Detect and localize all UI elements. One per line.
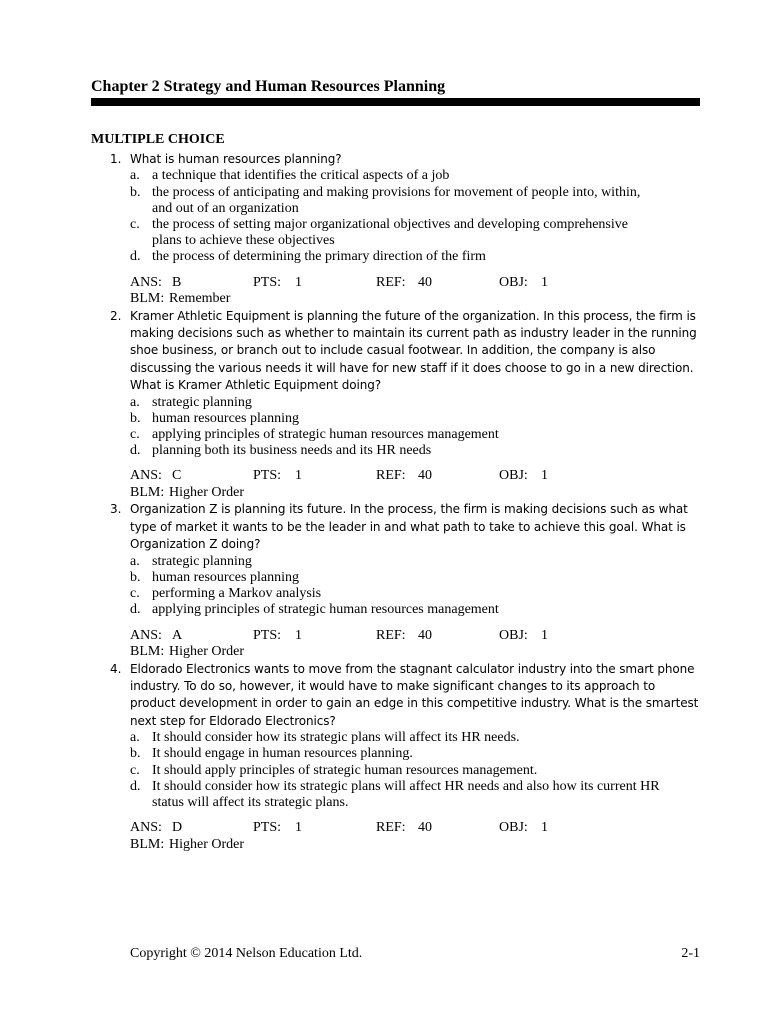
pts-value: 1 (295, 627, 302, 643)
pts-field (253, 820, 376, 837)
ans-label: ANS: (130, 274, 162, 290)
answer-option (130, 746, 701, 762)
obj-label: OBJ: (499, 468, 528, 484)
option-text: strategic planning (152, 553, 252, 569)
question-item (91, 661, 701, 854)
blm-value: Remember (169, 291, 231, 307)
obj-value: 1 (541, 468, 548, 484)
ref-label: REF: (376, 627, 406, 643)
option-text: human resources planning (152, 410, 299, 426)
question-number: 3. (110, 502, 122, 517)
option-text: It should consider how its strategic plans will affect its HR needs. (152, 730, 520, 746)
blm-row (130, 837, 701, 854)
option-text: applying principles of strategic human resources management (152, 602, 499, 618)
ref-field (376, 275, 499, 292)
answer-options (130, 168, 701, 265)
ans-label: ANS: (130, 627, 162, 643)
answer-option (130, 217, 701, 249)
pts-label: PTS: (253, 627, 282, 643)
option-letter: a. (130, 168, 140, 184)
answer-options (130, 730, 701, 811)
answer-options (130, 554, 701, 619)
answer-option (130, 554, 701, 570)
answer-key-row (130, 820, 701, 837)
blm-value: Higher Order (169, 644, 245, 659)
ref-value: 40 (418, 274, 432, 290)
question-text: What is human resources planning? (130, 152, 342, 166)
answer-option (130, 185, 701, 217)
answer-option (130, 570, 701, 586)
ref-label: REF: (376, 820, 406, 836)
blm-row (130, 291, 701, 308)
option-letter: d. (130, 443, 141, 459)
option-text: the process of anticipating and making provisions for movement of people into, within, and out of an organization (152, 184, 641, 216)
ans-value: D (172, 820, 183, 836)
ans-field (130, 275, 253, 292)
ans-field (130, 628, 253, 645)
option-letter: c. (130, 427, 140, 443)
blm-label: BLM: (130, 291, 165, 307)
pts-value: 1 (295, 468, 302, 484)
blm-label: BLM: (130, 644, 165, 659)
ans-value: C (172, 468, 182, 484)
pts-field (253, 468, 376, 485)
question-stem (91, 308, 701, 395)
ref-field (376, 628, 499, 645)
option-text: performing a Markov analysis (152, 586, 322, 602)
blm-row (130, 485, 701, 502)
obj-value: 1 (541, 274, 548, 290)
obj-field (499, 820, 622, 837)
option-letter: b. (130, 410, 141, 426)
answer-option (130, 411, 701, 427)
answer-key-row (130, 275, 701, 292)
ref-value: 40 (418, 820, 432, 836)
option-text: It should engage in human resources planning. (152, 746, 413, 762)
question-text: Eldorado Electronics wants to move from the stagnant calculator industry into the smart phone industry. To do so, however, it would have to make significant changes to its approach to product development in order to gain an edge in this competitive industry. What is the smartest next step for Eldorado Electronics? (130, 661, 699, 728)
ref-value: 40 (418, 627, 432, 643)
option-letter: a. (130, 394, 140, 410)
option-text: planning both its business needs and its HR needs (152, 443, 432, 459)
option-letter: c. (130, 217, 140, 233)
obj-label: OBJ: (499, 820, 528, 836)
question-text: Kramer Athletic Equipment is planning the future of the organization. In this process, the firm is making decisions such as whether to maintain its current path as industry leader in the running shoe business, or branch out to include casual footwear. In addition, the company is also discussing the various needs it will have for new staff if it does choose to go in a new direction. What is Kramer Athletic Equipment doing? (130, 308, 697, 393)
pts-label: PTS: (253, 820, 282, 836)
pts-value: 1 (295, 820, 302, 836)
option-letter: b. (130, 746, 141, 762)
question-item (91, 151, 701, 308)
option-text: human resources planning (152, 569, 299, 585)
answer-option (130, 427, 701, 443)
option-letter: a. (130, 553, 140, 569)
copyright-footer: Copyright © 2014 Nelson Education Ltd. (130, 946, 363, 961)
option-text: a technique that identifies the critical aspects of a job (152, 168, 450, 184)
option-letter: a. (130, 730, 140, 746)
blm-value: Higher Order (169, 836, 245, 852)
pts-label: PTS: (253, 274, 282, 290)
obj-label: OBJ: (499, 627, 528, 643)
option-letter: c. (130, 586, 140, 602)
question-text: Organization Z is planning its future. In the process, the firm is making decisions such as what type of market it wants to be the leader in and what path to take to achieve this goal. What is Organization Z doing? (130, 502, 688, 552)
question-item (91, 501, 701, 660)
answer-key-row (130, 628, 701, 645)
question-stem (91, 661, 701, 731)
option-letter: b. (130, 184, 141, 200)
blm-value: Higher Order (169, 484, 245, 500)
answer-key-row (130, 468, 701, 485)
option-text: It should consider how its strategic plans will affect HR needs and also how its current HR status will affect its strategic plans. (152, 778, 660, 810)
obj-field (499, 628, 622, 645)
ref-label: REF: (376, 468, 406, 484)
ans-field (130, 820, 253, 837)
obj-value: 1 (541, 627, 548, 643)
pts-field (253, 275, 376, 292)
section-heading: MULTIPLE CHOICE (91, 132, 225, 147)
ans-label: ANS: (130, 820, 162, 836)
option-letter: b. (130, 569, 141, 585)
answer-option (130, 763, 701, 779)
answer-option (130, 779, 701, 811)
pts-value: 1 (295, 274, 302, 290)
blm-row (130, 644, 701, 661)
question-list (91, 151, 701, 853)
answer-option (130, 586, 701, 602)
answer-option (130, 443, 701, 459)
option-letter: d. (130, 602, 141, 618)
obj-label: OBJ: (499, 274, 528, 290)
answer-option (130, 395, 701, 411)
answer-options (130, 395, 701, 460)
blm-label: BLM: (130, 836, 165, 852)
chapter-title: Chapter 2 Strategy and Human Resources Planning (91, 78, 446, 95)
option-letter: d. (130, 778, 141, 794)
question-number: 1. (110, 152, 122, 166)
answer-option (130, 249, 701, 265)
answer-option (130, 602, 701, 618)
ans-value: B (172, 274, 182, 290)
question-stem (91, 501, 701, 553)
pts-field (253, 628, 376, 645)
option-letter: c. (130, 762, 140, 778)
ans-label: ANS: (130, 468, 162, 484)
option-letter: d. (130, 249, 141, 265)
ans-field (130, 468, 253, 485)
option-text: strategic planning (152, 394, 252, 410)
obj-field (499, 275, 622, 292)
option-text: the process of determining the primary direction of the firm (152, 249, 486, 265)
title-rule (91, 98, 700, 106)
pts-label: PTS: (253, 468, 282, 484)
ans-value: A (172, 627, 183, 643)
page-number: 2-1 (681, 946, 700, 961)
ref-field (376, 820, 499, 837)
obj-value: 1 (541, 820, 548, 836)
question-number: 2. (110, 308, 122, 323)
ref-label: REF: (376, 274, 406, 290)
ref-field (376, 468, 499, 485)
option-text: the process of setting major organizational objectives and developing comprehensive plans to achieve these objectives (152, 217, 628, 249)
question-stem (91, 151, 701, 168)
obj-field (499, 468, 622, 485)
blm-label: BLM: (130, 484, 165, 500)
answer-option (130, 168, 701, 184)
question-number: 4. (110, 661, 122, 676)
question-item (91, 308, 701, 502)
ref-value: 40 (418, 468, 432, 484)
answer-option (130, 730, 701, 746)
option-text: It should apply principles of strategic human resources management. (152, 762, 538, 778)
option-text: applying principles of strategic human resources management (152, 427, 499, 443)
